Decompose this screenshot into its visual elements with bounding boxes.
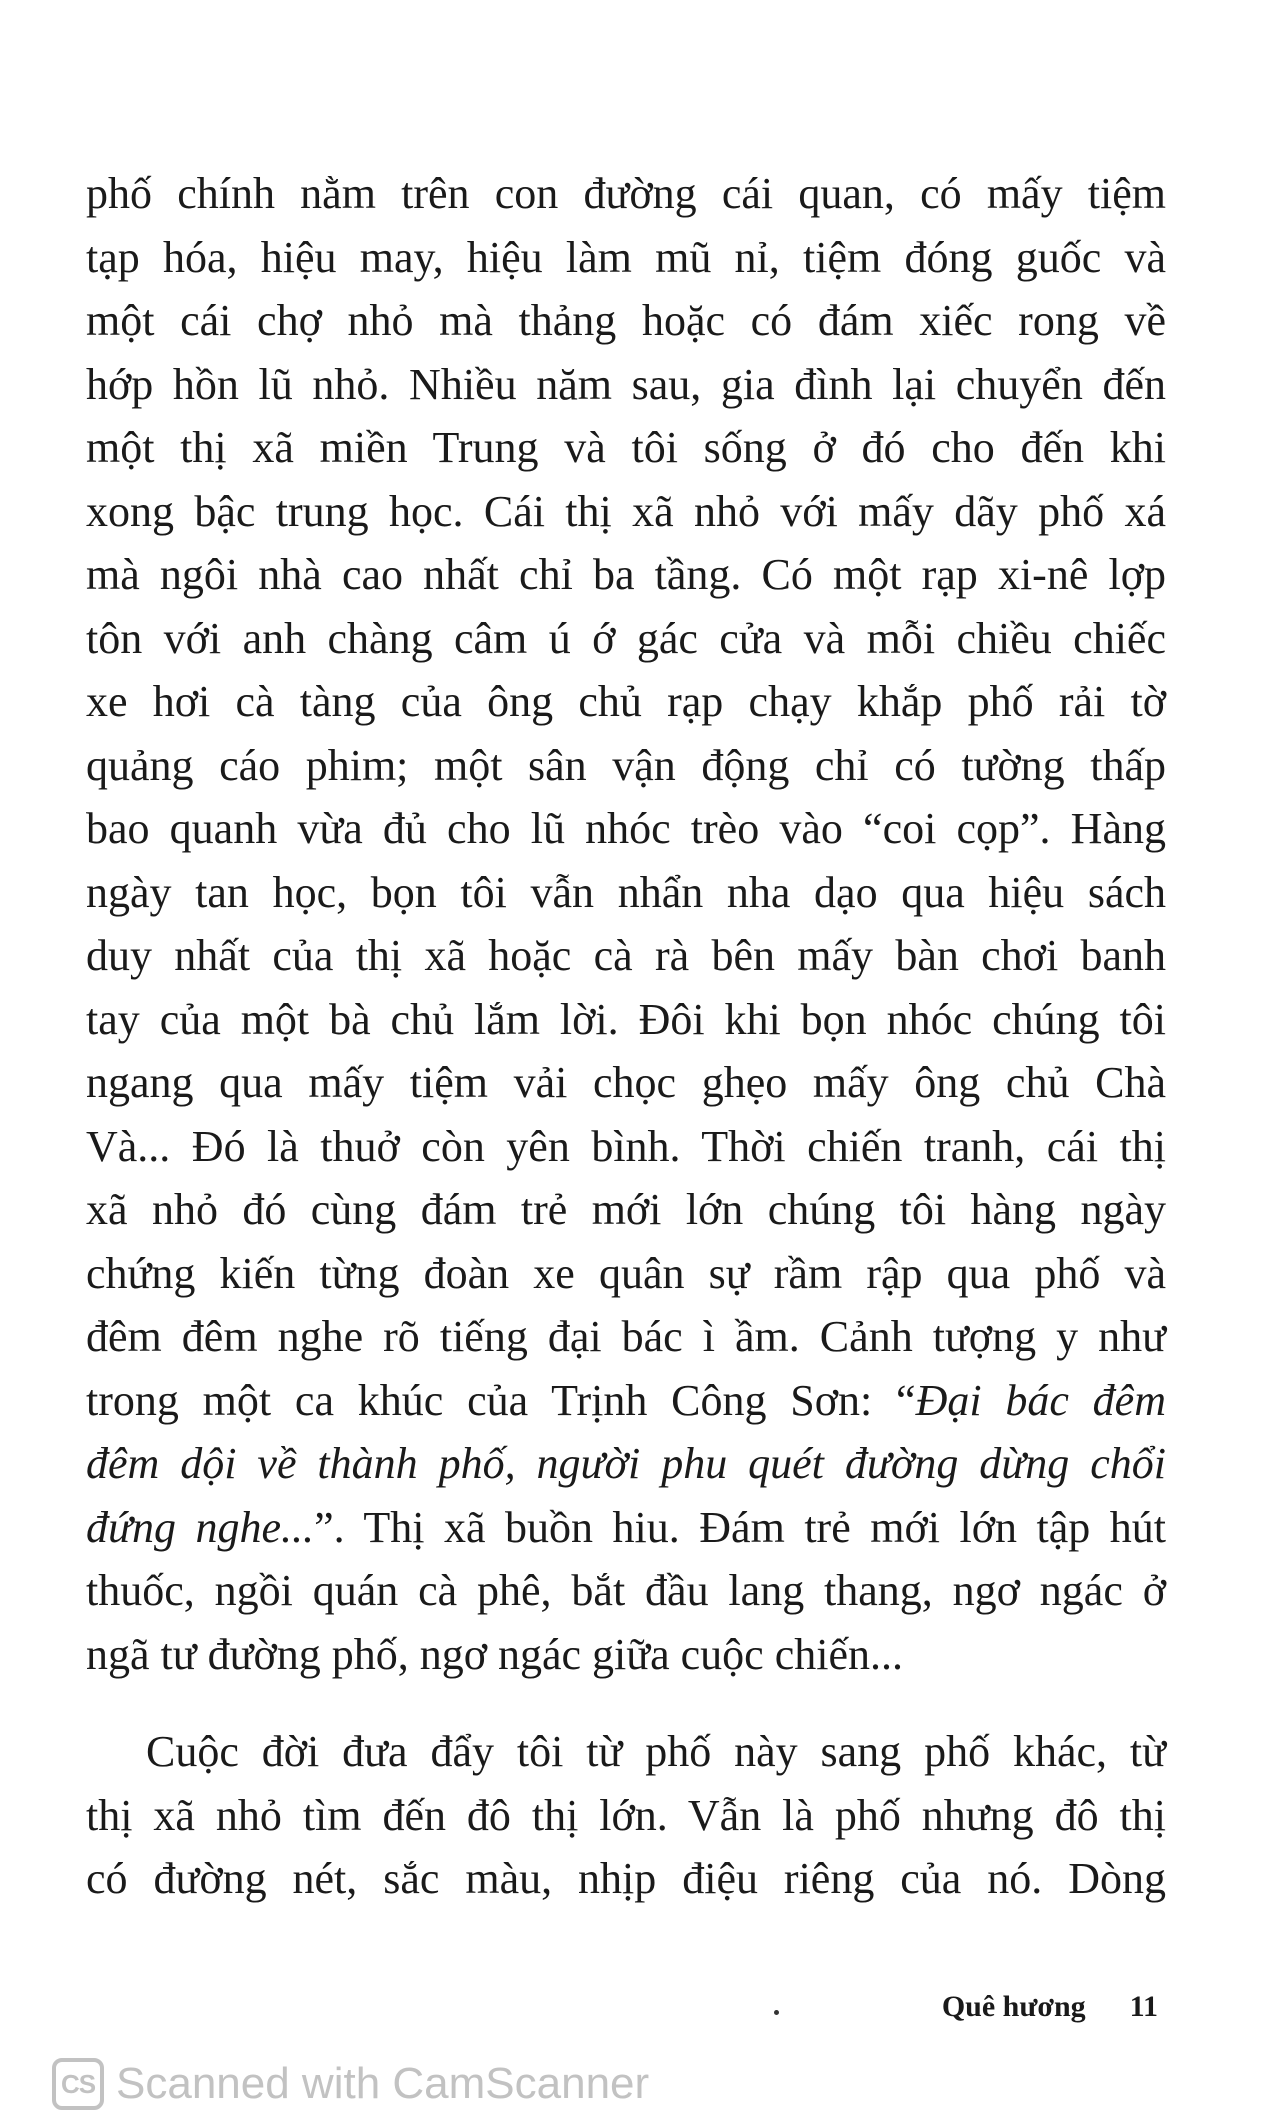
- text-line: có đường nét, sắc màu, nhịp điệu riêng của nó. Dòng: [86, 1854, 1166, 1903]
- quote-italic: đứng nghe...: [86, 1502, 315, 1552]
- text-line: tạp hóa, hiệu may, hiệu làm mũ nỉ, tiệm đóng guốc và: [86, 232, 1166, 282]
- text-line: xong bậc trung học. Cái thị xã nhỏ với mấy dãy phố xá: [86, 486, 1166, 536]
- text-line: một thị xã miền Trung và tôi sống ở đó cho đến khi: [86, 423, 1166, 472]
- text-line: [86, 1369, 1166, 1433]
- quote-italic: Đại bác đêm: [915, 1375, 1166, 1425]
- text-line: bao quanh vừa đủ cho lũ nhóc trèo vào “coi cọp”. Hàng: [86, 804, 1166, 853]
- text-line: phố chính nằm trên con đường cái quan, có mấy tiệm: [86, 169, 1166, 218]
- paragraph-break: [86, 1686, 1166, 1720]
- text-line: xe hơi cà tàng của ông chủ rạp chạy khắp phố rải tờ: [86, 677, 1166, 726]
- running-footer-section: Quê hương: [941, 1990, 1086, 2023]
- text-segment: ”. Thị xã buồn hiu. Đám trẻ mới lớn tập hút: [314, 1502, 1167, 1552]
- text-line: tôn với anh chàng câm ú ớ gác cửa và mỗi chiều chiếc: [86, 613, 1166, 663]
- text-line: ngang qua mấy tiệm vải chọc ghẹo mấy ông chủ Chà: [86, 1058, 1166, 1107]
- text-segment: trong một ca khúc của Trịnh Công Sơn: “: [86, 1375, 916, 1425]
- text-line: ngã tư đường phố, ngơ ngác giữa cuộc chiến...: [86, 1629, 903, 1679]
- text-line: quảng cáo phim; một sân vận động chỉ có tường thấp: [86, 740, 1166, 790]
- quote-italic: đêm dội về thành phố, người phu quét đường dừng chổi: [86, 1439, 1166, 1488]
- text-line: tay của một bà chủ lắm lời. Đôi khi bọn nhóc chúng tôi: [86, 994, 1166, 1044]
- text-line: ngày tan học, bọn tôi vẫn nhẩn nha dạo qua hiệu sách: [86, 867, 1166, 917]
- text-line: [86, 1432, 1166, 1496]
- text-line: thuốc, ngồi quán cà phê, bắt đầu lang thang, ngơ ngác ở: [86, 1566, 1166, 1615]
- text-line: chứng kiến từng đoàn xe quân sự rầm rập qua phố và: [86, 1248, 1166, 1298]
- page-footer: [942, 1990, 1158, 2024]
- text-line: hớp hồn lũ nhỏ. Nhiều năm sau, gia đình lại chuyển đến: [86, 359, 1166, 409]
- text-line: mà ngôi nhà cao nhất chỉ ba tầng. Có một rạp xi-nê lợp: [86, 550, 1166, 599]
- speck-mark: [774, 2010, 779, 2015]
- text-line: [86, 1496, 1166, 1560]
- scanner-watermark: [52, 2058, 649, 2110]
- text-line: Và... Đó là thuở còn yên bình. Thời chiến tranh, cái thị: [86, 1121, 1166, 1171]
- watermark-text: Scanned with CamScanner: [116, 2059, 650, 2108]
- text-line: duy nhất của thị xã hoặc cà rà bên mấy bàn chơi banh: [86, 931, 1166, 980]
- body-text: [86, 162, 1166, 1911]
- camscanner-logo-icon: CS: [52, 2058, 104, 2110]
- text-line: Cuộc đời đưa đẩy tôi từ phố này sang phố khác, từ: [146, 1727, 1166, 1776]
- text-line: một cái chợ nhỏ mà thảng hoặc có đám xiếc rong về: [86, 296, 1166, 345]
- text-line: thị xã nhỏ tìm đến đô thị lớn. Vẫn là phố nhưng đô thị: [86, 1790, 1166, 1840]
- text-line: đêm đêm nghe rõ tiếng đại bác ì ầm. Cảnh tượng y như: [86, 1312, 1166, 1361]
- text-line: xã nhỏ đó cùng đám trẻ mới lớn chúng tôi hàng ngày: [86, 1185, 1166, 1234]
- page-number: 11: [1129, 1990, 1158, 2023]
